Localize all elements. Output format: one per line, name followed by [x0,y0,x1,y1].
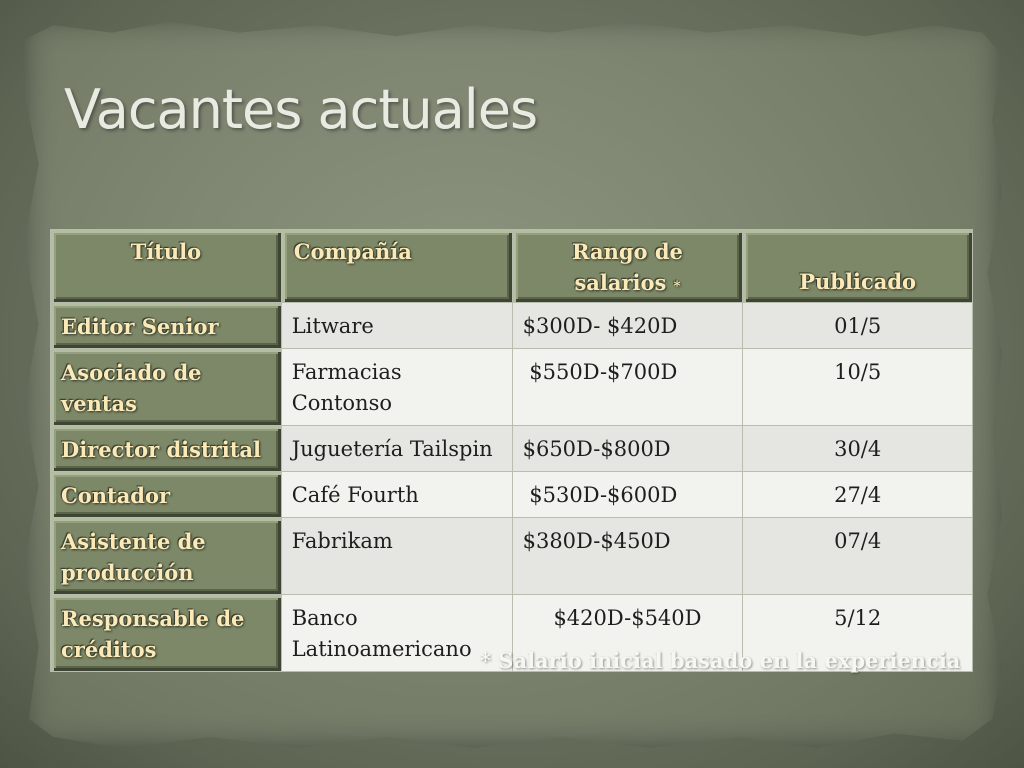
row-posted: 07/4 [834,529,882,553]
row-salary: $380D-$450D [522,529,671,553]
row-title: Contador [61,483,171,508]
row-title-cell [51,303,282,349]
row-company-cell [281,472,512,518]
table-header-row [51,230,973,303]
table-row [51,303,973,349]
row-company: Fabrikam [291,529,393,553]
header-salary-line1: Rango de [572,239,683,264]
row-title: Editor Senior [61,314,219,339]
row-posted: 5/12 [834,606,882,630]
row-salary: $420D-$540D [553,606,702,630]
row-posted-cell [743,349,973,426]
header-title-label: Título [130,239,202,264]
row-title-cell [51,426,282,472]
header-salary-label [513,230,743,302]
row-company: Litware [291,314,374,338]
header-company [281,230,512,303]
row-title-cell [51,595,282,672]
row-title-cell [51,349,282,426]
row-posted: 30/4 [834,437,882,461]
vacancies-table [50,229,973,672]
table-row [51,349,973,426]
row-posted: 01/5 [834,314,882,338]
table-row [51,518,973,595]
row-salary-cell [512,426,743,472]
row-posted-cell [743,426,973,472]
row-company: Farmacias Contonso [291,360,402,415]
header-title [51,230,282,303]
salary-footnote: * Salario inicial basado en la experiencia [480,648,961,673]
row-company-cell [281,595,512,672]
row-salary: $550D-$700D [522,360,678,384]
row-salary: $650D-$800D [522,437,671,461]
row-title: Asociado de ventas [61,360,202,416]
header-salary-asterisk: * [673,279,681,294]
row-salary-cell [512,349,743,426]
row-salary: $300D- $420D [522,314,678,338]
row-title-cell [51,518,282,595]
row-company: Banco Latinoamericano [291,606,472,661]
row-salary: $530D-$600D [522,483,678,507]
row-title: Director distrital [61,437,261,462]
row-salary-cell [512,518,743,595]
table-row [51,472,973,518]
row-company-cell [281,303,512,349]
row-company: Café Fourth [291,483,419,507]
table-row [51,426,973,472]
row-title-cell [51,472,282,518]
row-company-cell [281,518,512,595]
row-company-cell [281,349,512,426]
header-posted [743,230,973,303]
header-salary-line2: salarios [574,270,667,295]
header-company-label: Compañía [293,239,412,264]
row-company-cell [281,426,512,472]
row-posted: 10/5 [834,360,882,384]
slide-title: Vacantes actuales [64,78,538,141]
row-salary-cell [512,303,743,349]
row-posted: 27/4 [834,483,882,507]
row-title: Asistente de producción [61,529,206,585]
row-company: Juguetería Tailspin [291,437,493,461]
row-posted-cell [743,303,973,349]
row-posted-cell [743,518,973,595]
header-posted-label: Publicado [799,269,917,294]
row-salary-cell [512,472,743,518]
row-posted-cell [743,472,973,518]
header-salary-range [512,230,743,303]
row-title: Responsable de créditos [61,606,245,662]
